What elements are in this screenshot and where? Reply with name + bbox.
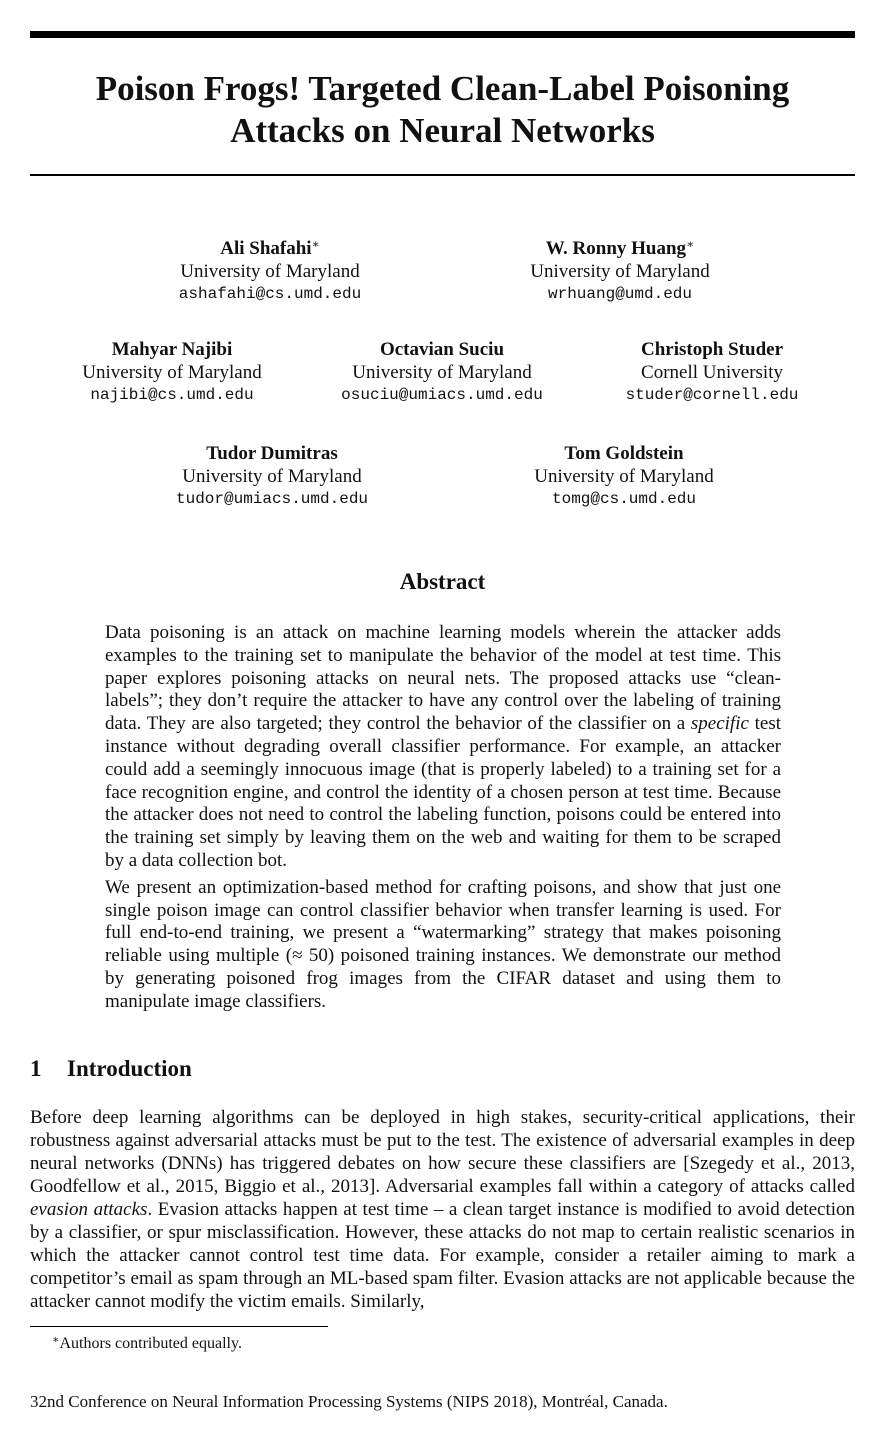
author-affiliation: University of Maryland — [180, 261, 360, 282]
author-affiliation: Cornell University — [641, 362, 783, 383]
author-affiliation: University of Maryland — [182, 466, 362, 487]
author-name: Ali Shafahi∗ — [220, 237, 320, 259]
section-heading — [30, 1054, 192, 1084]
equal-contribution-mark: ∗ — [311, 237, 320, 251]
author-affiliation: University of Maryland — [82, 362, 262, 383]
author-email: studer@cornell.edu — [625, 386, 799, 404]
title-line-2: Attacks on Neural Networks — [230, 111, 655, 150]
author-name: Mahyar Najibi — [111, 339, 233, 360]
abstract-heading: Abstract — [399, 569, 486, 594]
author-affiliation: University of Maryland — [530, 261, 710, 282]
author-email: ashafahi@cs.umd.edu — [178, 285, 362, 303]
abstract-body — [105, 622, 781, 1014]
section-title: Introduction — [67, 1056, 192, 1081]
author-email: najibi@cs.umd.edu — [90, 386, 254, 404]
emphasis: specific — [690, 713, 749, 735]
footnote-text: Authors contributed equally. — [59, 1335, 242, 1352]
introduction-paragraph: Before deep learning algorithms can be deployed in high stakes, security-critical applications, their robustness against adversarial attacks must be put to the test. The existence of adversarial examples in deep neural networks (DNNs) has triggered debates on how secure these classifiers are [Szegedy et al., 2013, Goodfellow et al., 2015, Biggio et al., 2013]. Adversarial examples fall within a category of attacks called evasion attacks. Evasion attacks happen at test time – a clean target instance is modified to avoid detection by a classifier, or spur misclassification. However, these attacks do not map to certain realistic scenarios in which the attacker cannot control test time data. For example, consider a retailer aiming to mark a competitor’s email as spam through an ML-based spam filter. Evasion attacks are not applicable because the attacker cannot modify the victim emails. Similarly, — [30, 1107, 856, 1312]
paper-title — [30, 68, 855, 152]
emphasis: evasion attacks — [30, 1199, 148, 1220]
author-email: tudor@umiacs.umd.edu — [175, 490, 369, 508]
author-block — [520, 233, 720, 306]
title-top-rule — [30, 31, 855, 38]
title-bottom-rule — [30, 174, 855, 176]
footnote-rule — [30, 1326, 328, 1327]
abstract-paragraph: Data poisoning is an attack on machine learning models wherein the attacker adds examples to the training set to manipulate the behavior of the model at test time. This paper explores poisoning attacks on neural nets. The proposed attacks use “clean-labels”; they don’t require the attacker to have any control over the labeling of training data. They are also targeted; they control the behavior of the classifier on a specific test instance without degrading overall classifier performance. For example, an attacker could add a seemingly innocuous image (that is properly labeled) to a training set for a face recognition engine, and control the identity of a chosen person at test time. Because the attacker does not need to control the labeling function, poisons could be entered into the training set simply by leaving them on the web and waiting for them to be scraped by a data collection bot. — [105, 622, 781, 871]
footnote-mark: ∗ — [52, 1334, 60, 1346]
author-email: tomg@cs.umd.edu — [551, 490, 697, 508]
author-name: Tudor Dumitras — [206, 443, 338, 464]
footnote — [52, 1330, 242, 1354]
title-line-1: Poison Frogs! Targeted Clean-Label Poisoning — [95, 69, 790, 108]
venue-notice: 32nd Conference on Neural Information Processing Systems (NIPS 2018), Montréal, Canada. — [30, 1392, 668, 1411]
author-affiliation: University of Maryland — [352, 362, 532, 383]
author-affiliation: University of Maryland — [534, 466, 714, 487]
author-name: Christoph Studer — [641, 339, 783, 360]
author-email: osuciu@umiacs.umd.edu — [341, 386, 543, 404]
author-name: Octavian Suciu — [379, 339, 505, 360]
author-name: W. Ronny Huang∗ — [545, 237, 695, 259]
author-email: wrhuang@umd.edu — [547, 285, 693, 303]
abstract-paragraph: We present an optimization-based method for crafting poisons, and show that just one single poison image can control classifier behavior when transfer learning is used. For full end-to-end training, we present a “watermarking” strategy that makes poisoning reliable using multiple (≈ 50) poisoned training instances. We demonstrate our method by generating poisoned frog images from the CIFAR dataset and using them to manipulate image classifiers. — [105, 876, 781, 1012]
section-number: 1 — [30, 1056, 42, 1081]
author-block — [162, 442, 382, 511]
author-block — [612, 338, 812, 407]
author-block — [72, 338, 272, 407]
author-block — [322, 338, 562, 407]
author-block — [524, 442, 724, 511]
equal-contribution-mark: ∗ — [686, 237, 695, 251]
author-block — [170, 233, 370, 306]
author-name: Tom Goldstein — [564, 443, 684, 464]
